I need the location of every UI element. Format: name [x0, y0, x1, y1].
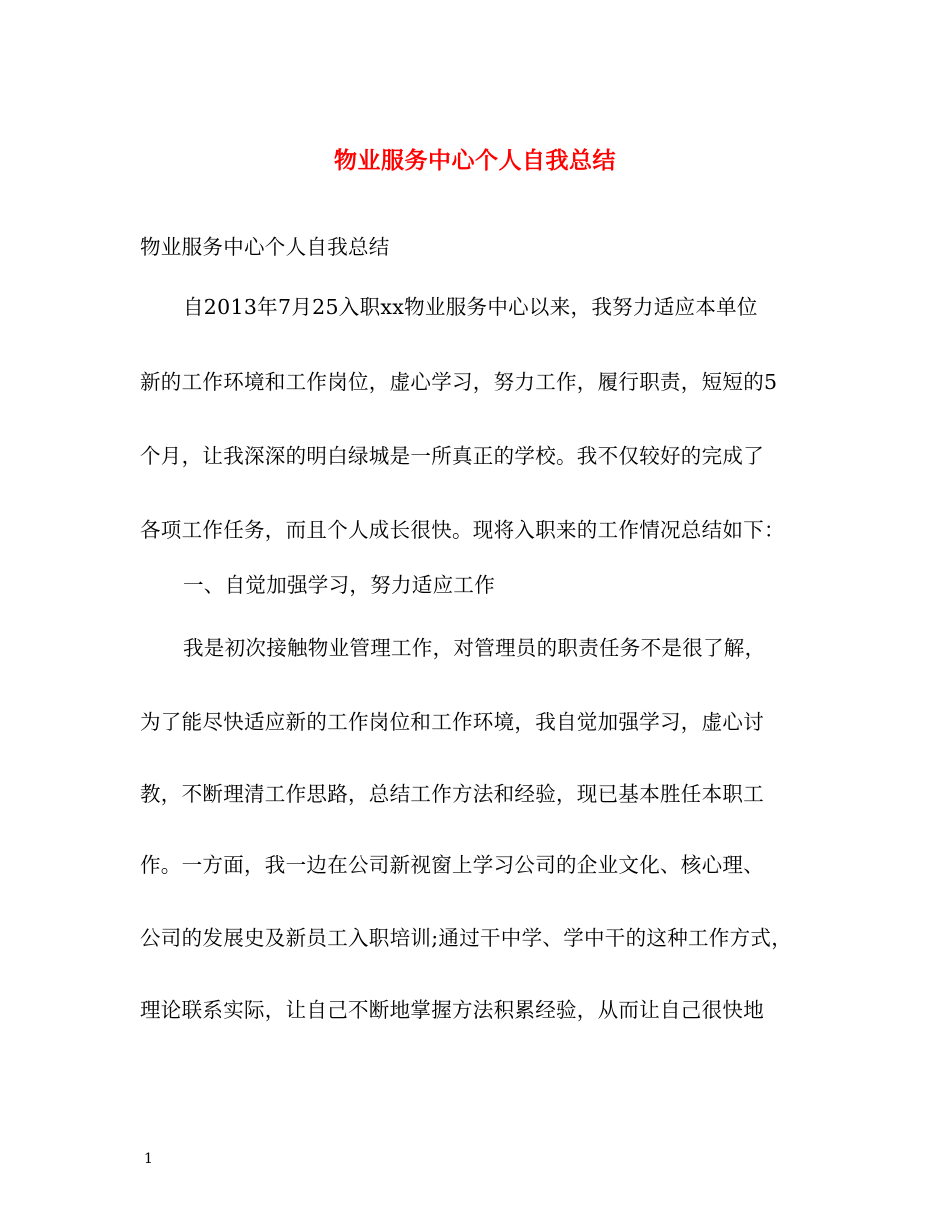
- body-line: 理论联系实际，让自己不断地掌握方法积累经验，从而让自己很快地: [140, 998, 764, 1022]
- body-line: 新的工作环境和工作岗位，虚心学习，努力工作，履行职责，短短的5: [140, 370, 778, 394]
- subtitle-line: 物业服务中心个人自我总结: [140, 235, 390, 259]
- body-line: 为了能尽快适应新的工作岗位和工作环境，我自觉加强学习，虚心讨: [140, 710, 764, 734]
- body-line: 各项工作任务，而且个人成长很快。现将入职来的工作情况总结如下：: [140, 518, 785, 542]
- body-line: 作。一方面，我一边在公司新视窗上学习公司的企业文化、核心理、: [140, 853, 764, 877]
- document-title: 物业服务中心个人自我总结: [334, 147, 616, 174]
- body-line: 个月，让我深深的明白绿城是一所真正的学校。我不仅较好的完成了: [140, 444, 764, 468]
- body-line: 教，不断理清工作思路，总结工作方法和经验，现已基本胜任本职工: [140, 782, 764, 806]
- page-number: 1: [144, 1151, 153, 1167]
- body-line: 我是初次接触物业管理工作，对管理员的职责任务不是很了解，: [183, 636, 766, 660]
- section-heading: 一、自觉加强学习，努力适应工作: [183, 573, 495, 597]
- body-line: 自2013年7月25入职xx物业服务中心以来，我努力适应本单位: [183, 295, 758, 319]
- body-line: 公司的发展史及新员工入职培训;通过干中学、学中干的这种工作方式，: [140, 926, 793, 950]
